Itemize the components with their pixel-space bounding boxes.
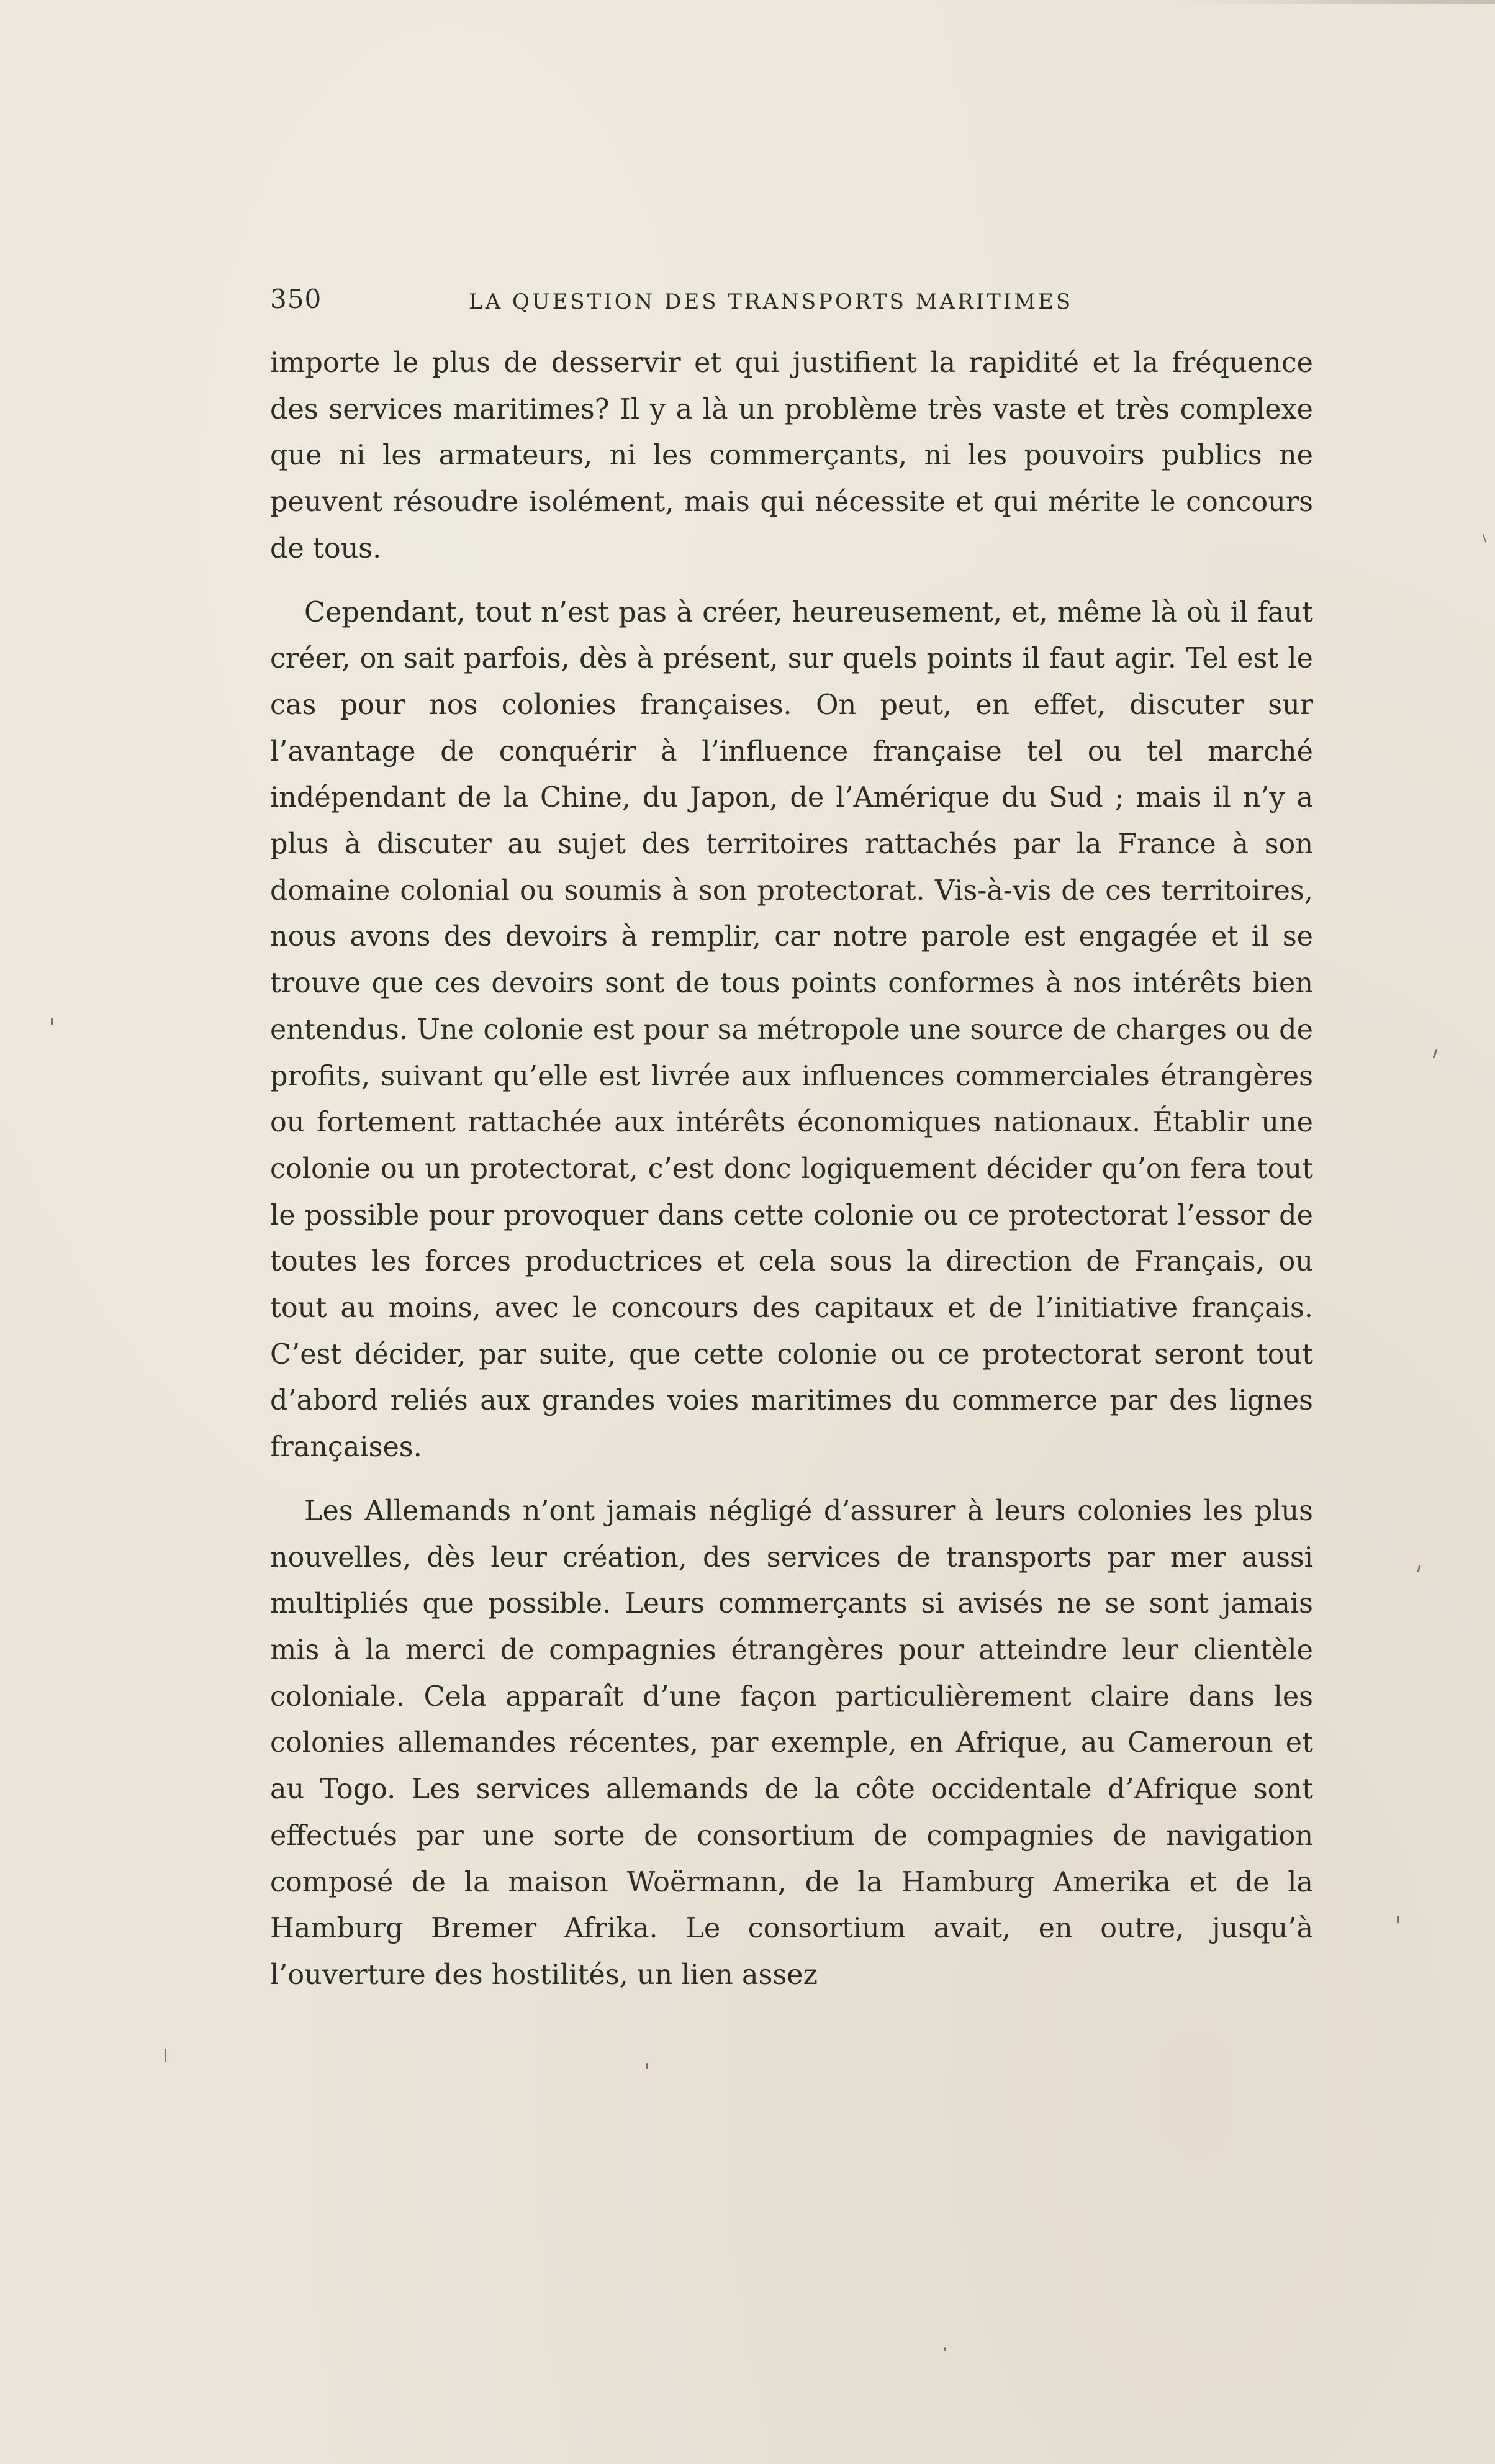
paragraph-2: Cependant, tout n’est pas à créer, heureusement, et, même là où il faut créer, on sait parfois, dès à présent, sur quels points il faut agir. Tel est le cas pour nos colonies françaises. On peut, en effet, discuter sur l’avantage de conquérir à l’influence française tel ou tel marché indépendant de la Chine, du Japon, de l’Amérique du Sud ; mais il n’y a plus à discuter au sujet des territoires rattachés par la France à son domaine colonial ou soumis à son protectorat. Vis-à-vis de ces territoires, nous avons des devoirs à remplir, car notre parole est engagée et il se trouve que ces devoirs sont de tous points conformes à nos intérêts bien entendus. Une colonie est pour sa métropole une source de charges ou de profits, suivant qu’elle est livrée aux influences commerciales étrangères ou fortement rattachée aux intérêts économiques nationaux. Établir une colonie ou un protectorat, c’est donc logiquement décider qu’on fera tout le possible pour provoquer dans cette colonie ou ce protectorat l’essor de toutes les forces productrices et cela sous la direction de Français, ou tout au moins, avec le concours des capitaux et de l’initiative français. C’est décider, par suite, que cette colonie ou ce protectorat seront tout d’abord reliés aux grandes voies maritimes du commerce par des lignes françaises.	[270, 596, 1313, 1464]
paper-speck	[1417, 1565, 1420, 1572]
paragraph-1: importe le plus de desservir et qui justifient la rapidité et la fréquence des services maritimes? Il y a là un problème très vaste et très complexe que ni les armateurs, ni les commerçants, ni les pouvoirs publics ne peuvent résoudre isolément, mais qui nécessite et qui mérite le concours de tous.	[270, 347, 1313, 564]
paper-speck	[646, 2063, 648, 2069]
paragraph-3: Les Allemands n’ont jamais négligé d’assurer à leurs colonies les plus nouvelles, dès leur création, des services de transports par mer aussi multipliés que possible. Leurs commerçants si avisés ne se sont jamais mis à la merci de compagnies étrangères pour atteindre leur clientèle coloniale. Cela apparaît d’une façon particulièrement claire dans les colonies allemandes récentes, par exemple, en Afrique, au Cameroun et au Togo. Les services allemands de la côte occidentale d’Afrique sont effectués par une sorte de consortium de compagnies de navigation composé de la maison Woërmann, de la Hamburg Amerika et de la Hamburg Bremer Afrika. Le consortium avait, en outre, jusqu’à l’ouverture des hostilités, un lien assez	[270, 1495, 1313, 1991]
body-text	[270, 340, 1313, 1999]
page-number: 350	[270, 284, 322, 314]
paper-speck	[1397, 1916, 1399, 1923]
paper-speck	[1433, 1049, 1438, 1058]
paper-speck	[51, 1018, 53, 1025]
paper-speck	[944, 2347, 946, 2351]
running-title: LA QUESTION DES TRANSPORTS MARITIMES	[469, 289, 1073, 314]
paper-speck	[165, 2049, 166, 2062]
page-top-edge-shadow	[1180, 0, 1495, 4]
paper-speck	[1483, 534, 1487, 543]
running-head	[270, 281, 1313, 318]
